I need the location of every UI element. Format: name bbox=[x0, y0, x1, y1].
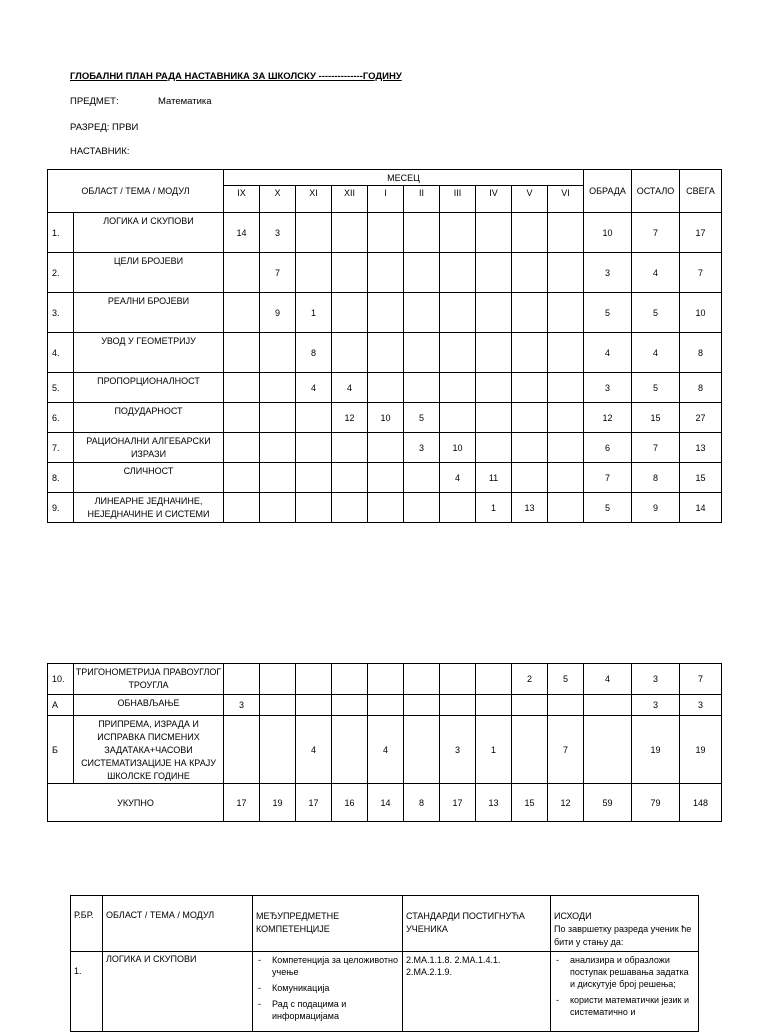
month-value bbox=[548, 403, 584, 433]
month-value: 2 bbox=[512, 664, 548, 695]
month-value bbox=[260, 403, 296, 433]
month-value bbox=[404, 333, 440, 373]
month-value bbox=[368, 253, 404, 293]
month-header-cell: XII bbox=[332, 186, 368, 213]
month-value bbox=[512, 333, 548, 373]
obrada-value: 59 bbox=[584, 784, 632, 822]
topic-name: РЕАЛНИ БРОЈЕВИ bbox=[74, 293, 224, 333]
month-value: 7 bbox=[548, 716, 584, 784]
row-number: 5. bbox=[48, 373, 74, 403]
obrada-value bbox=[584, 716, 632, 784]
month-header-cell: III bbox=[440, 186, 476, 213]
outcomes-out-header bbox=[551, 896, 699, 952]
month-value bbox=[224, 463, 260, 493]
month-value bbox=[440, 213, 476, 253]
month-value: 5 bbox=[404, 403, 440, 433]
month-value bbox=[224, 716, 260, 784]
month-value bbox=[404, 293, 440, 333]
svega-value: 15 bbox=[680, 463, 722, 493]
month-value bbox=[512, 373, 548, 403]
table-row bbox=[48, 493, 722, 523]
row-number: 3. bbox=[48, 293, 74, 333]
month-value bbox=[332, 293, 368, 333]
month-value bbox=[404, 664, 440, 695]
outcomes-area-header: ОБЛАСТ / ТЕМА / МОДУЛ bbox=[103, 896, 253, 952]
table-row bbox=[48, 253, 722, 293]
month-value bbox=[548, 293, 584, 333]
svega-value: 3 bbox=[680, 695, 722, 716]
row-number: 2. bbox=[48, 253, 74, 293]
month-value: 12 bbox=[548, 784, 584, 822]
svega-value: 14 bbox=[680, 493, 722, 523]
month-value bbox=[476, 293, 512, 333]
table-row bbox=[48, 213, 722, 253]
month-value bbox=[332, 253, 368, 293]
month-value: 15 bbox=[512, 784, 548, 822]
row-number: 6. bbox=[48, 403, 74, 433]
ostalo-value: 8 bbox=[632, 463, 680, 493]
month-value: 3 bbox=[404, 433, 440, 463]
month-value bbox=[224, 253, 260, 293]
plan-table-part-1 bbox=[47, 169, 722, 523]
topic-name: ЛИНЕАРНЕ ЈЕДНАЧИНЕ, НЕЈЕДНАЧИНЕ И СИСТЕМИ bbox=[74, 493, 224, 523]
svega-value: 7 bbox=[680, 253, 722, 293]
ostalo-header: ОСТАЛО bbox=[632, 170, 680, 213]
month-header-cell: VI bbox=[548, 186, 584, 213]
month-value bbox=[332, 493, 368, 523]
obrada-value: 10 bbox=[584, 213, 632, 253]
month-header-cell: X bbox=[260, 186, 296, 213]
month-value bbox=[296, 433, 332, 463]
month-value: 8 bbox=[296, 333, 332, 373]
plan-table-part-2 bbox=[47, 663, 722, 822]
month-header-cell: V bbox=[512, 186, 548, 213]
obrada-value: 6 bbox=[584, 433, 632, 463]
month-value: 4 bbox=[332, 373, 368, 403]
month-value: 5 bbox=[548, 664, 584, 695]
month-value bbox=[368, 333, 404, 373]
ostalo-value: 5 bbox=[632, 293, 680, 333]
month-value bbox=[548, 433, 584, 463]
month-value bbox=[476, 253, 512, 293]
month-value bbox=[260, 373, 296, 403]
month-value bbox=[512, 433, 548, 463]
month-value bbox=[512, 695, 548, 716]
month-value bbox=[440, 333, 476, 373]
month-value bbox=[404, 463, 440, 493]
obrada-value: 3 bbox=[584, 373, 632, 403]
row-number: А bbox=[48, 695, 74, 716]
month-value bbox=[368, 213, 404, 253]
obrada-value: 5 bbox=[584, 493, 632, 523]
month-header-cell: IX bbox=[224, 186, 260, 213]
ostalo-value: 5 bbox=[632, 373, 680, 403]
month-value: 3 bbox=[224, 695, 260, 716]
topic-name: РАЦИОНАЛНИ АЛГЕБАРСКИ ИЗРАЗИ bbox=[74, 433, 224, 463]
ostalo-value: 4 bbox=[632, 253, 680, 293]
topic-name: ПРИПРЕМА, ИЗРАДА И ИСПРАВКА ПИСМЕНИХ ЗАДАТАКА+ЧАСОВИ СИСТЕМАТИЗАЦИЈЕ НА КРАЈУ ШКОЛСКЕ ГОДИНЕ bbox=[74, 716, 224, 784]
month-value: 1 bbox=[476, 716, 512, 784]
svega-header: СВЕГА bbox=[680, 170, 722, 213]
row-number: 10. bbox=[48, 664, 74, 695]
svega-value: 7 bbox=[680, 664, 722, 695]
table-row bbox=[48, 293, 722, 333]
month-value: 14 bbox=[224, 213, 260, 253]
month-value bbox=[260, 716, 296, 784]
month-header-cell: II bbox=[404, 186, 440, 213]
table-row bbox=[48, 664, 722, 695]
outcomes-row-outcomes bbox=[551, 952, 699, 1032]
outcomes-row-standards: 2.МА.1.1.8. 2.МА.1.4.1. 2.МА.2.1.9. bbox=[403, 952, 551, 1032]
month-value: 4 bbox=[440, 463, 476, 493]
month-value bbox=[548, 695, 584, 716]
month-value bbox=[548, 493, 584, 523]
month-value bbox=[296, 403, 332, 433]
month-value bbox=[440, 695, 476, 716]
month-value: 9 bbox=[260, 293, 296, 333]
table-row bbox=[48, 695, 722, 716]
month-value bbox=[404, 253, 440, 293]
month-value: 19 bbox=[260, 784, 296, 822]
month-value bbox=[512, 253, 548, 293]
subject-value: Математика bbox=[158, 96, 212, 107]
month-value bbox=[332, 463, 368, 493]
svega-value: 13 bbox=[680, 433, 722, 463]
outcomes-std-header: СТАНДАРДИ ПОСТИГНУЋА УЧЕНИКА bbox=[403, 896, 551, 952]
table-row bbox=[48, 333, 722, 373]
month-value: 4 bbox=[296, 373, 332, 403]
month-value bbox=[548, 213, 584, 253]
month-value bbox=[476, 433, 512, 463]
month-value bbox=[260, 695, 296, 716]
month-value bbox=[224, 373, 260, 403]
svega-value: 8 bbox=[680, 333, 722, 373]
competence-item: - Комуникација bbox=[256, 982, 399, 994]
month-value bbox=[368, 463, 404, 493]
month-value bbox=[404, 695, 440, 716]
month-value bbox=[368, 664, 404, 695]
obrada-header: ОБРАДА bbox=[584, 170, 632, 213]
outcomes-comp-header: МЕЂУПРЕДМЕТНЕ КОМПЕТЕНЦИЈЕ bbox=[253, 896, 403, 952]
month-value bbox=[332, 433, 368, 463]
ostalo-value: 3 bbox=[632, 695, 680, 716]
month-value: 3 bbox=[440, 716, 476, 784]
month-value bbox=[476, 695, 512, 716]
svega-value: 27 bbox=[680, 403, 722, 433]
competence-item: - Компетенција за целоживотно учење bbox=[256, 954, 399, 978]
month-value bbox=[404, 716, 440, 784]
month-value: 3 bbox=[260, 213, 296, 253]
month-value bbox=[332, 213, 368, 253]
month-value bbox=[224, 333, 260, 373]
topic-name: ПРОПОРЦИОНАЛНОСТ bbox=[74, 373, 224, 403]
month-value bbox=[548, 373, 584, 403]
month-value bbox=[404, 373, 440, 403]
month-value: 17 bbox=[224, 784, 260, 822]
month-value bbox=[512, 463, 548, 493]
area-header: ОБЛАСТ / ТЕМА / МОДУЛ bbox=[48, 170, 224, 213]
month-value bbox=[224, 664, 260, 695]
month-value bbox=[440, 293, 476, 333]
month-value: 4 bbox=[368, 716, 404, 784]
month-value: 12 bbox=[332, 403, 368, 433]
month-header-cell: I bbox=[368, 186, 404, 213]
month-value: 13 bbox=[512, 493, 548, 523]
month-value bbox=[548, 463, 584, 493]
row-number: 4. bbox=[48, 333, 74, 373]
table-row bbox=[48, 403, 722, 433]
month-value bbox=[512, 293, 548, 333]
topic-name: ПОДУДАРНОСТ bbox=[74, 403, 224, 433]
subject-label: ПРЕДМЕТ: bbox=[70, 96, 119, 107]
month-value bbox=[476, 664, 512, 695]
month-value bbox=[296, 253, 332, 293]
outcomes-subtitle: По завршетку разреда ученик ће бити у стању да: bbox=[554, 924, 692, 947]
total-label: УКУПНО bbox=[48, 784, 224, 822]
svega-value: 10 bbox=[680, 293, 722, 333]
month-value bbox=[224, 403, 260, 433]
obrada-value: 12 bbox=[584, 403, 632, 433]
outcome-item: - анализира и образложи поступак решавања задатка и дискутује број решења; bbox=[554, 954, 695, 990]
table-row bbox=[48, 433, 722, 463]
month-value bbox=[476, 403, 512, 433]
month-value: 1 bbox=[476, 493, 512, 523]
month-value bbox=[332, 716, 368, 784]
month-value: 7 bbox=[260, 253, 296, 293]
month-value bbox=[296, 664, 332, 695]
ostalo-value: 79 bbox=[632, 784, 680, 822]
month-value bbox=[296, 493, 332, 523]
topic-name: ЦЕЛИ БРОЈЕВИ bbox=[74, 253, 224, 293]
month-value bbox=[296, 213, 332, 253]
obrada-value: 4 bbox=[584, 333, 632, 373]
topic-name: СЛИЧНОСТ bbox=[74, 463, 224, 493]
table-row bbox=[48, 373, 722, 403]
month-value bbox=[440, 253, 476, 293]
row-number: 1. bbox=[48, 213, 74, 253]
month-value bbox=[224, 433, 260, 463]
total-row bbox=[48, 784, 722, 822]
row-number: 7. bbox=[48, 433, 74, 463]
month-value bbox=[548, 333, 584, 373]
row-number: 9. bbox=[48, 493, 74, 523]
month-header-cell: XI bbox=[296, 186, 332, 213]
month-value bbox=[368, 293, 404, 333]
teacher-label: НАСТАВНИК: bbox=[70, 146, 130, 157]
row-number: 8. bbox=[48, 463, 74, 493]
ostalo-value: 7 bbox=[632, 213, 680, 253]
month-value bbox=[548, 253, 584, 293]
month-value: 10 bbox=[440, 433, 476, 463]
month-value bbox=[512, 716, 548, 784]
month-value bbox=[296, 463, 332, 493]
month-value bbox=[368, 433, 404, 463]
month-header: МЕСЕЦ bbox=[224, 170, 584, 186]
month-value bbox=[476, 373, 512, 403]
month-value: 8 bbox=[404, 784, 440, 822]
month-value bbox=[260, 333, 296, 373]
ostalo-value: 9 bbox=[632, 493, 680, 523]
obrada-value: 5 bbox=[584, 293, 632, 333]
month-value bbox=[368, 373, 404, 403]
topic-name: ОБНАВЉАЊЕ bbox=[74, 695, 224, 716]
svega-value: 8 bbox=[680, 373, 722, 403]
ostalo-value: 4 bbox=[632, 333, 680, 373]
document-title: ГЛОБАЛНИ ПЛАН РАДА НАСТАВНИКА ЗА ШКОЛСКУ --------------ГОДИНУ bbox=[70, 71, 402, 82]
month-value bbox=[296, 695, 332, 716]
month-value: 10 bbox=[368, 403, 404, 433]
row-number: Б bbox=[48, 716, 74, 784]
topic-name: УВОД У ГЕОМЕТРИЈУ bbox=[74, 333, 224, 373]
svega-value: 19 bbox=[680, 716, 722, 784]
month-value: 4 bbox=[296, 716, 332, 784]
ostalo-value: 19 bbox=[632, 716, 680, 784]
month-value bbox=[440, 373, 476, 403]
outcomes-row-comps bbox=[253, 952, 403, 1032]
obrada-value bbox=[584, 695, 632, 716]
ostalo-value: 7 bbox=[632, 433, 680, 463]
month-value bbox=[476, 333, 512, 373]
month-value: 13 bbox=[476, 784, 512, 822]
outcomes-row-no: 1. bbox=[71, 952, 103, 1032]
topic-name: ЛОГИКА И СКУПОВИ bbox=[74, 213, 224, 253]
month-value: 14 bbox=[368, 784, 404, 822]
month-value bbox=[512, 403, 548, 433]
table-row bbox=[48, 716, 722, 784]
month-value: 16 bbox=[332, 784, 368, 822]
month-value bbox=[332, 333, 368, 373]
month-value bbox=[260, 433, 296, 463]
outcomes-row-name: ЛОГИКА И СКУПОВИ bbox=[103, 952, 253, 1032]
outcomes-title: ИСХОДИ bbox=[554, 911, 592, 921]
grade-label: РАЗРЕД: ПРВИ bbox=[70, 122, 139, 133]
month-value: 17 bbox=[440, 784, 476, 822]
competence-item: - Рад с подацима и информацијама bbox=[256, 998, 399, 1022]
obrada-value: 7 bbox=[584, 463, 632, 493]
obrada-value: 4 bbox=[584, 664, 632, 695]
month-value bbox=[440, 403, 476, 433]
month-value bbox=[224, 293, 260, 333]
month-value bbox=[404, 493, 440, 523]
month-value: 1 bbox=[296, 293, 332, 333]
ostalo-value: 3 bbox=[632, 664, 680, 695]
svega-value: 148 bbox=[680, 784, 722, 822]
table-row bbox=[48, 463, 722, 493]
outcomes-table bbox=[70, 895, 699, 1032]
ostalo-value: 15 bbox=[632, 403, 680, 433]
month-value: 11 bbox=[476, 463, 512, 493]
obrada-value: 3 bbox=[584, 253, 632, 293]
month-value bbox=[368, 493, 404, 523]
month-value bbox=[260, 463, 296, 493]
month-value bbox=[368, 695, 404, 716]
month-value bbox=[260, 493, 296, 523]
month-value bbox=[476, 213, 512, 253]
month-value: 17 bbox=[296, 784, 332, 822]
month-value bbox=[260, 664, 296, 695]
topic-name: ТРИГОНОМЕТРИЈА ПРАВОУГЛОГ ТРОУГЛА bbox=[74, 664, 224, 695]
month-header-cell: IV bbox=[476, 186, 512, 213]
month-value bbox=[440, 664, 476, 695]
month-value bbox=[512, 213, 548, 253]
month-value bbox=[224, 493, 260, 523]
outcomes-no-header: Р.БР. bbox=[71, 896, 103, 952]
month-value bbox=[332, 695, 368, 716]
month-value bbox=[440, 493, 476, 523]
outcome-item: - користи математички језик и систематично и bbox=[554, 994, 695, 1018]
month-value bbox=[332, 664, 368, 695]
month-value bbox=[404, 213, 440, 253]
svega-value: 17 bbox=[680, 213, 722, 253]
